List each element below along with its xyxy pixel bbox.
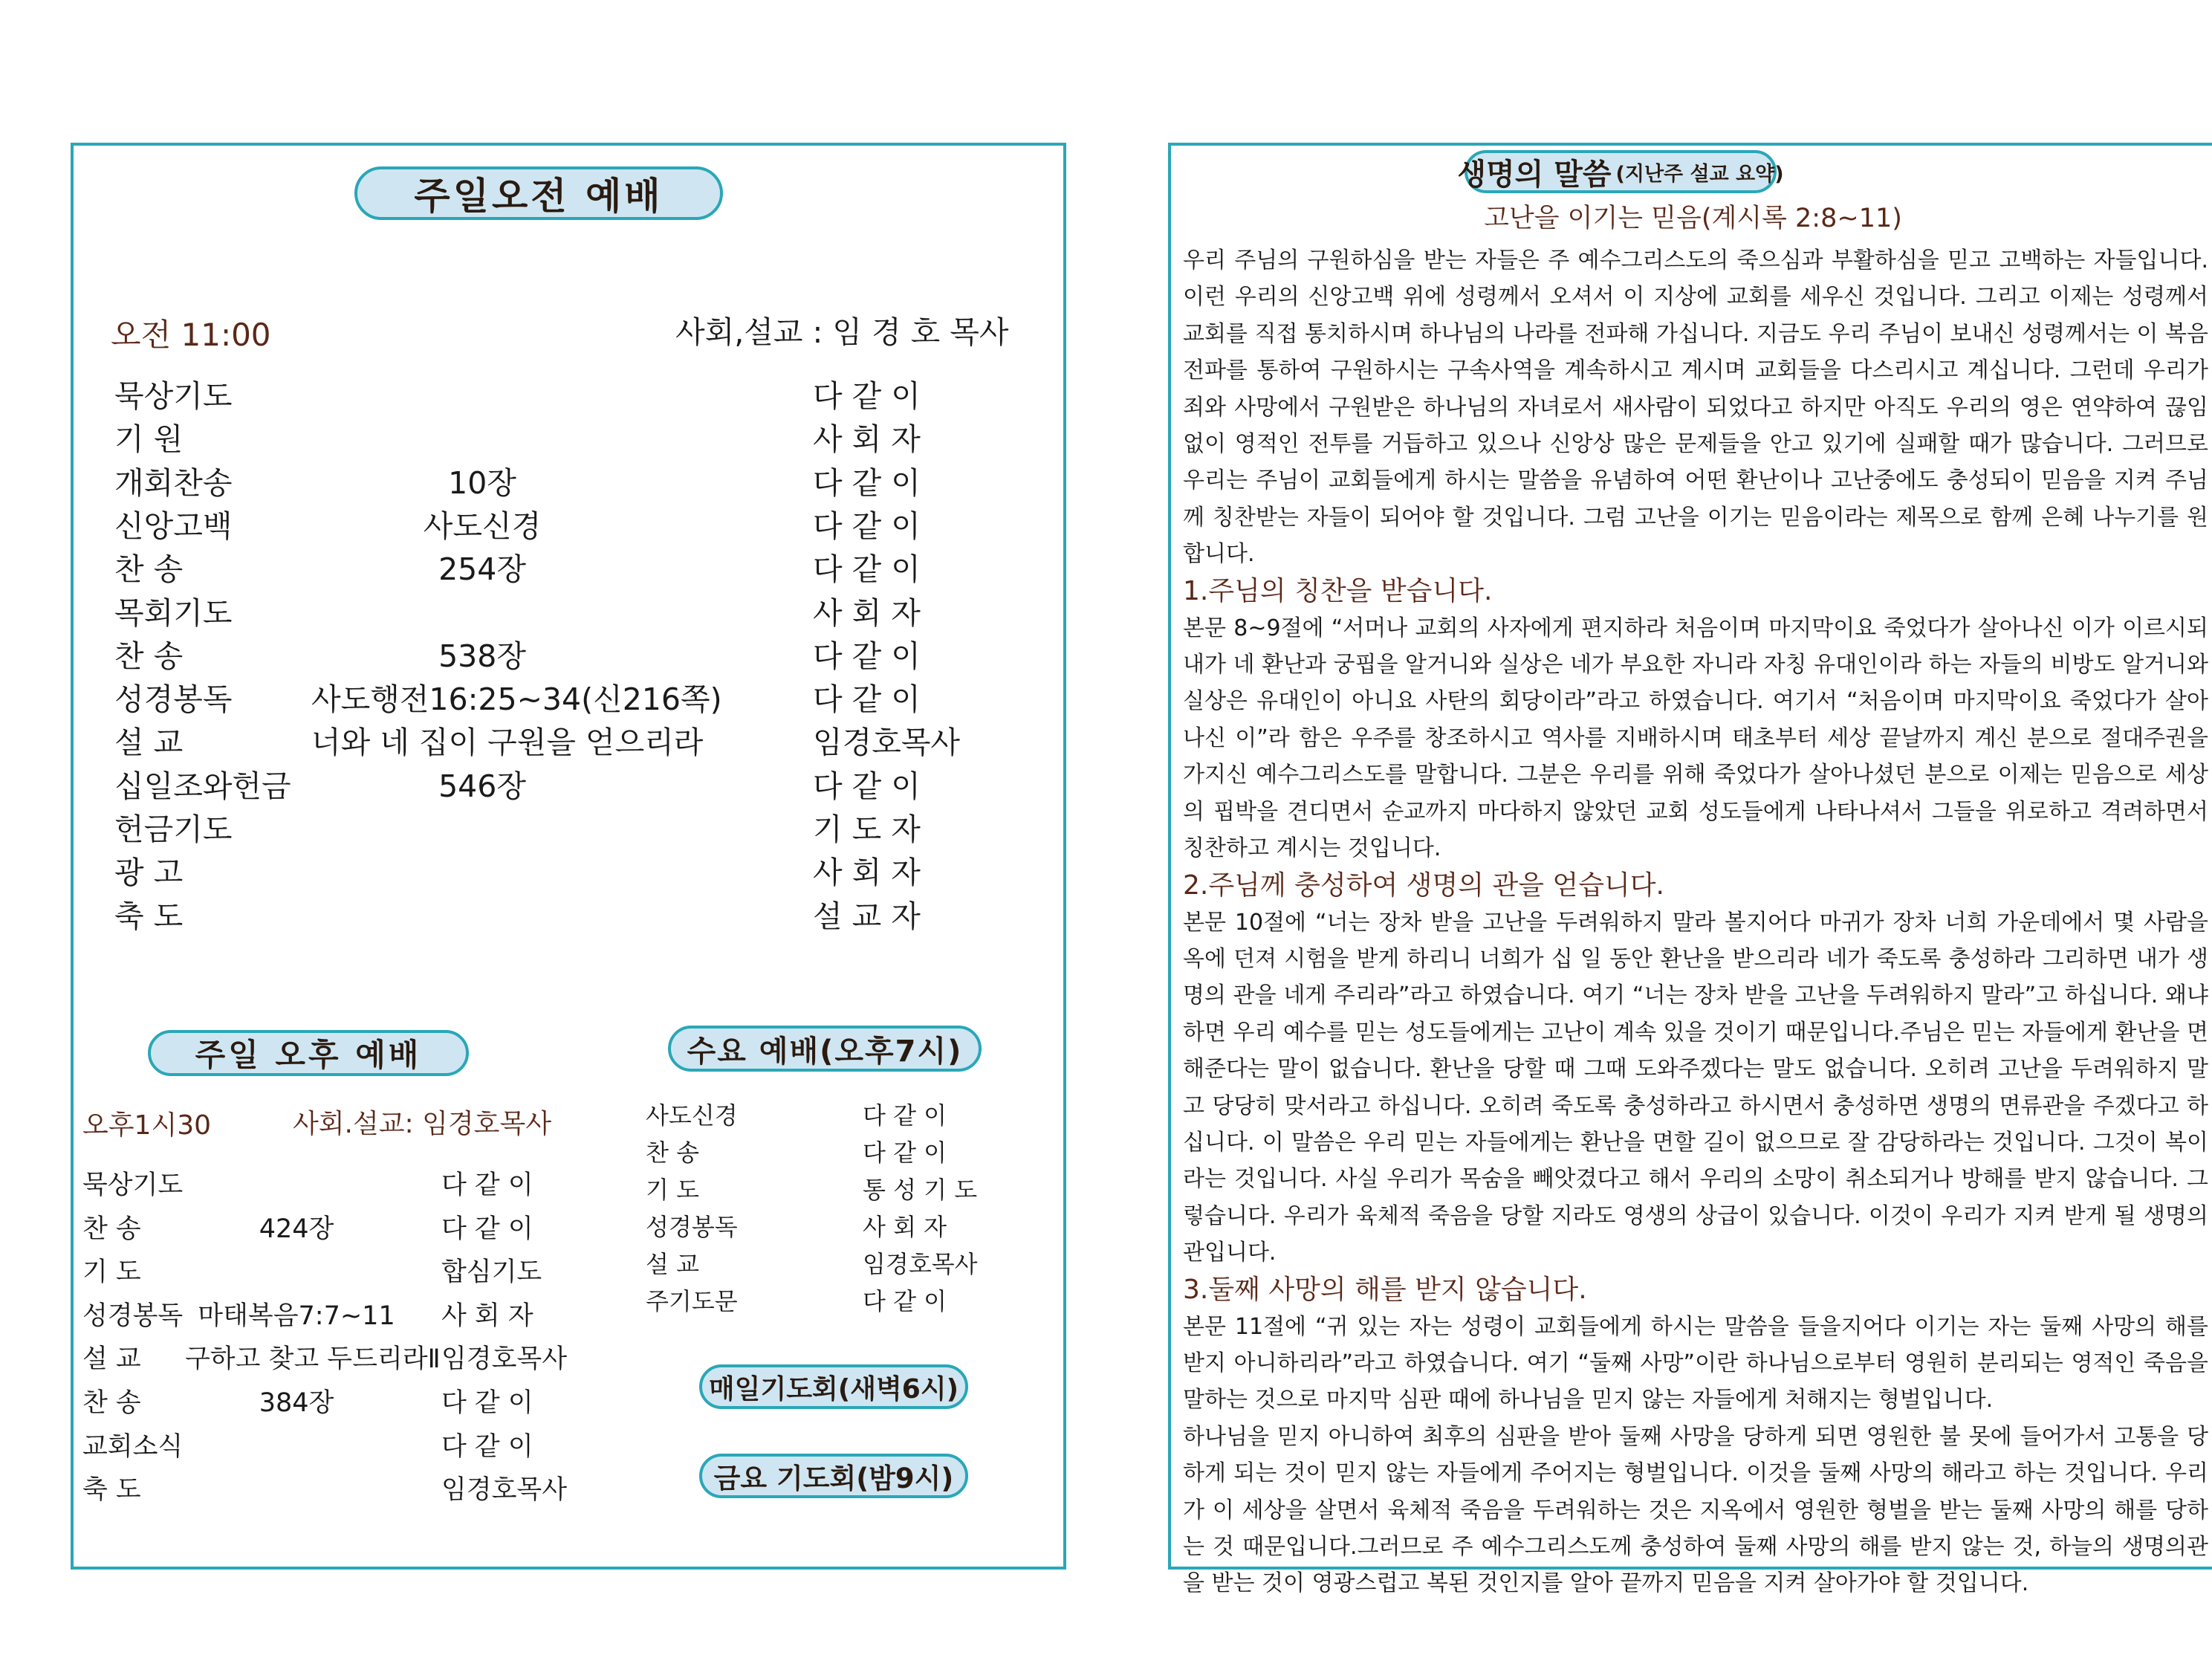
morning-order-row <box>74 808 1069 851</box>
sermon-section-2: 본문 10절에 “너는 장차 받을 고난을 두려워하지 말라 볼지어다 마귀가 장차 너희 가운데에서 몇 사람을 옥에 던져 시험을 받게 하리니 너희가 십 일 동안 환난을 받으리라 네가 죽도록 충성하라 그리하면 내가 생명의 관을 네게 주리라”라고 하였습니다. 여기 “너는 장차 받을 고난을 두려워하지 말라”고 하십니다. 왜냐하면 우리 예수를 믿는 성도들에게는 고난이 계속 있을 것이기 때문입니다.주님은 믿는 자들에게 환난을 면해준다는 말이 없습니다. 환난을 당할 때 그때 도와주겠다는 말도 없습니다. 오히려 고난을 두려워하지 말고 당당히 맞서라고 하십니다. 오히려 죽도록 충성하라고 하시면서 충성하면 생명의 면류관을 주겠다고 하십니다. 이 말씀은 우리 믿는 자들에게는 환난을 면할 길이 없으므로 잘 감당하라는 것입니다. 그것이 복이라는 것입니다. 사실 우리가 목숨을 빼앗겼다고 해서 우리의 소망이 취소되거나 방해를 받지 않습니다. 그렇습니다. 우리가 육체적 죽음을 당할 지라도 영생의 상급이 있습니다. 이것이 우리가 지켜 받게 될 생명의 관입니다. <box>1183 909 2208 1266</box>
sermon-title-pill <box>1457 150 1784 193</box>
order-item-name: 묵상기도 <box>82 1170 184 1200</box>
order-item-name: 찬 송 <box>114 551 184 588</box>
morning-order-row <box>74 548 1069 591</box>
order-item-leader: 임경호목사 <box>441 1475 568 1506</box>
order-item-name: 설 교 <box>82 1344 141 1375</box>
morning-order-row <box>74 765 1069 808</box>
order-item-leader: 다 같 이 <box>813 551 921 588</box>
order-item-leader: 다 같 이 <box>863 1101 947 1130</box>
order-item-leader: 다 같 이 <box>813 508 921 544</box>
afternoon-order-row <box>74 1468 638 1512</box>
afternoon-order-row <box>74 1382 638 1425</box>
order-item-name: 찬 송 <box>82 1388 141 1418</box>
order-item-name: 신앙고백 <box>114 508 233 544</box>
order-item-name: 기 원 <box>114 421 184 458</box>
sermon-heading-2: 2.주님께 충성하여 생명의 관을 얻습니다. <box>1183 869 1664 901</box>
order-item-name: 설 교 <box>646 1250 699 1278</box>
order-item-leader: 임경호목사 <box>813 725 961 761</box>
order-item-name: 교회소식 <box>82 1431 184 1462</box>
morning-order-row <box>74 721 1069 764</box>
order-item-name: 묵상기도 <box>114 378 233 414</box>
wednesday-order-row <box>74 1208 1062 1246</box>
order-item-name: 찬 송 <box>114 638 184 674</box>
morning-leader: 사회,설교 : 임 경 호 목사 <box>675 314 1009 350</box>
order-item-leader: 다 같 이 <box>813 638 921 674</box>
sermon-body <box>1183 242 2208 1602</box>
order-item-name: 축 도 <box>114 898 184 934</box>
order-item-detail: 사도신경 <box>423 508 542 544</box>
wednesday-order-row <box>74 1097 1062 1134</box>
afternoon-service-title: 주일 오후 예배 <box>148 1030 469 1076</box>
order-item-leader: 사 회 자 <box>813 855 921 891</box>
sermon-heading-3: 3.둘째 사망의 해를 받지 않습니다. <box>1183 1274 1587 1305</box>
order-item-name: 목회기도 <box>114 595 233 631</box>
morning-order-row <box>74 505 1069 548</box>
worship-order-panel <box>71 143 1066 1570</box>
order-item-leader: 다 같 이 <box>441 1388 533 1418</box>
order-item-detail: 너와 네 집이 구원을 얻으리라 <box>311 725 704 761</box>
friday-prayer-title: 금요 기도회(밤9시) <box>699 1454 968 1498</box>
sermon-summary-panel <box>1168 143 2212 1597</box>
morning-order-row <box>74 461 1069 505</box>
order-item-leader: 다 같 이 <box>813 378 921 414</box>
order-item-name: 설 교 <box>114 725 184 761</box>
order-item-detail: 10장 <box>448 464 516 501</box>
morning-order-row <box>74 375 1069 418</box>
order-item-name: 주기도문 <box>646 1287 738 1315</box>
order-item-leader: 사 회 자 <box>813 595 921 631</box>
order-item-name: 헌금기도 <box>114 812 233 847</box>
morning-order-row <box>74 635 1069 678</box>
order-item-detail: 254장 <box>438 551 526 588</box>
order-item-name: 성경봉독 <box>114 681 233 718</box>
sermon-intro: 우리 주님의 구원하심을 받는 자들은 주 예수그리스도의 죽으심과 부활하심을 믿고 고백하는 자들입니다. 이런 우리의 신앙고백 위에 성령께서 오셔서 이 지상에 교회를 세우신 것입니다. 그리고 이제는 성령께서 교회를 직접 통치하시며 하나님의 나라를 전파해 가십니다. 지금도 우리 주님이 보내신 성령께서는 이 복음전파를 통하여 구원하시는 구속사역을 계속하시고 계시며 교회들을 다스리시고 계십니다. 그런데 우리가 죄와 사망에서 구원받은 하나님의 자녀로서 새사람이 되었다고 하지만 아직도 우리의 영은 연약하여 끊임없이 영적인 전투를 거듭하고 있으나 신앙상 많은 문제들을 안고 있기에 실패할 때가 많습니다. 그러므로 우리는 주님이 교회들에게 하시는 말씀을 유념하여 어떤 환난이나 고난중에도 충성되이 믿음을 지켜 주님께 칭찬받는 자들이 되어야 할 것입니다. 그럼 고난을 이기는 믿음이라는 제목으로 함께 은혜 나누기를 원합니다. <box>1183 247 2208 568</box>
order-item-leader: 다 같 이 <box>441 1214 533 1244</box>
afternoon-order-row <box>74 1338 638 1381</box>
order-item-leader: 기 도 자 <box>813 812 921 847</box>
order-item-leader: 임경호목사 <box>441 1344 568 1375</box>
order-item-detail: 538장 <box>438 638 526 674</box>
sermon-heading-1: 1.주님의 칭찬을 받습니다. <box>1183 575 1493 606</box>
order-item-leader: 다 같 이 <box>863 1139 947 1167</box>
order-item-leader: 다 같 이 <box>813 681 921 718</box>
order-item-leader: 임경호목사 <box>863 1250 978 1278</box>
order-item-detail: 사도행전16:25~34(신216쪽) <box>311 681 722 718</box>
order-item-name: 성경봉독 <box>646 1213 738 1241</box>
order-item-name: 기 도 <box>82 1257 141 1288</box>
wednesday-order-row <box>74 1246 1062 1283</box>
order-item-leader: 다 같 이 <box>813 768 921 804</box>
order-item-name: 성경봉독 <box>82 1301 184 1331</box>
order-item-leader: 합심기도 <box>441 1257 542 1288</box>
order-item-detail: 384장 <box>259 1388 334 1418</box>
afternoon-leader: 사회.설교: 임경호목사 <box>293 1109 551 1139</box>
sermon-title: 생명의 말씀 <box>1457 157 1612 192</box>
sermon-subtitle: 고난을 이기는 믿음(계시록 2:8~11) <box>1484 204 1902 233</box>
order-item-name: 기 도 <box>646 1176 699 1204</box>
order-item-leader: 사 회 자 <box>813 421 921 458</box>
morning-service-title: 주일오전 예배 <box>354 166 723 220</box>
order-item-name: 축 도 <box>82 1475 141 1506</box>
morning-order-row <box>74 851 1069 894</box>
wednesday-service-title: 수요 예배(오후7시) <box>668 1026 982 1072</box>
wednesday-order-row <box>74 1134 1062 1171</box>
morning-order-row <box>74 592 1069 635</box>
sermon-section-1: 본문 8~9절에 “서머나 교회의 사자에게 편지하라 처음이며 마지막이요 죽었다가 살아나신 이가 이르시되 내가 네 환난과 궁핍을 알거니와 실상은 네가 부요한 자니라 자칭 유대인이라 하는 자들의 비방도 알거니와 실상은 유대인이 아니요 사탄의 회당이라”라고 하였습니다. 여기서 “처음이며 마지막이요 죽었다가 살아나신 이”라 함은 우주를 창조하시고 역사를 지배하시며 태초부터 세상 끝날까지 계신 분으로 절대주권을 가지신 예수그리스도를 말합니다. 그분은 우리를 위해 죽었다가 살아나셨던 분으로 이제는 믿음으로 세상의 핍박을 견디면서 순교까지 마다하지 않았던 교회 성도들에게 나타나셔서 그들을 위로하고 격려하면서 칭찬하고 계시는 것입니다. <box>1183 615 2208 862</box>
order-item-detail: 마태복음7:7~11 <box>198 1301 395 1331</box>
order-item-name: 찬 송 <box>82 1214 141 1244</box>
morning-order-row <box>74 678 1069 721</box>
order-item-name: 광 고 <box>114 855 184 891</box>
order-item-leader: 사 회 자 <box>863 1213 947 1241</box>
order-item-leader: 사 회 자 <box>441 1301 533 1331</box>
order-item-leader: 다 같 이 <box>813 464 921 501</box>
order-item-name: 찬 송 <box>646 1139 699 1167</box>
wednesday-order-row <box>74 1171 1062 1208</box>
order-item-leader: 설 교 자 <box>813 898 921 934</box>
order-item-name: 사도신경 <box>646 1101 738 1130</box>
order-item-leader: 통 성 기 도 <box>863 1176 978 1204</box>
order-item-leader: 다 같 이 <box>441 1431 533 1462</box>
morning-order-row <box>74 895 1069 938</box>
order-item-detail: 424장 <box>259 1214 334 1244</box>
morning-time: 오전 11:00 <box>111 317 271 353</box>
order-item-name: 십일조와헌금 <box>114 768 291 804</box>
daily-prayer-title: 매일기도회(새벽6시) <box>699 1364 968 1409</box>
order-item-name: 개회찬송 <box>114 464 233 501</box>
order-item-leader: 다 같 이 <box>441 1170 533 1200</box>
order-item-detail: 546장 <box>438 768 526 804</box>
wednesday-order-row <box>74 1283 1062 1320</box>
sermon-title-note: (지난주 설교 요약) <box>1615 162 1784 186</box>
sermon-section-3b: 하나님을 믿지 아니하여 최후의 심판을 받아 둘째 사망을 당하게 되면 영원한 불 못에 들어가서 고통을 당하게 되는 것이 믿지 않는 자들에게 주어지는 형벌입니다. 이것을 둘째 사망의 해라고 하는 것입니다. 우리가 이 세상을 살면서 육체적 죽음을 두려워하는 것은 지옥에서 영원한 형벌을 받는 둘째 사망의 해를 당하는 것 때문입니다.그러므로 주 예수그리스도께 충성하여 둘째 사망의 해를 받지 않는 것, 하늘의 생명의관을 받는 것이 영광스럽고 복된 것인지를 알아 끝까지 믿음을 지켜 살아가야 할 것입니다. <box>1183 1423 2208 1597</box>
afternoon-time: 오후1시30 <box>82 1110 212 1141</box>
order-item-leader: 다 같 이 <box>863 1287 947 1315</box>
order-item-detail: 구하고 찾고 두드리라Ⅱ <box>185 1344 441 1375</box>
sermon-section-3: 본문 11절에 “귀 있는 자는 성령이 교회들에게 하시는 말씀을 들을지어다 이기는 자는 둘째 사망의 해를 받지 아니하리라”라고 하였습니다. 여기 “둘째 사망”이란 하나님으로부터 영원히 분리되는 영적인 죽음을 말하는 것으로 마지막 심판 때에 하나님을 믿지 않는 자들에게 처해지는 형벌입니다. <box>1183 1313 2208 1413</box>
morning-order-row <box>74 418 1069 461</box>
afternoon-order-row <box>74 1425 638 1468</box>
